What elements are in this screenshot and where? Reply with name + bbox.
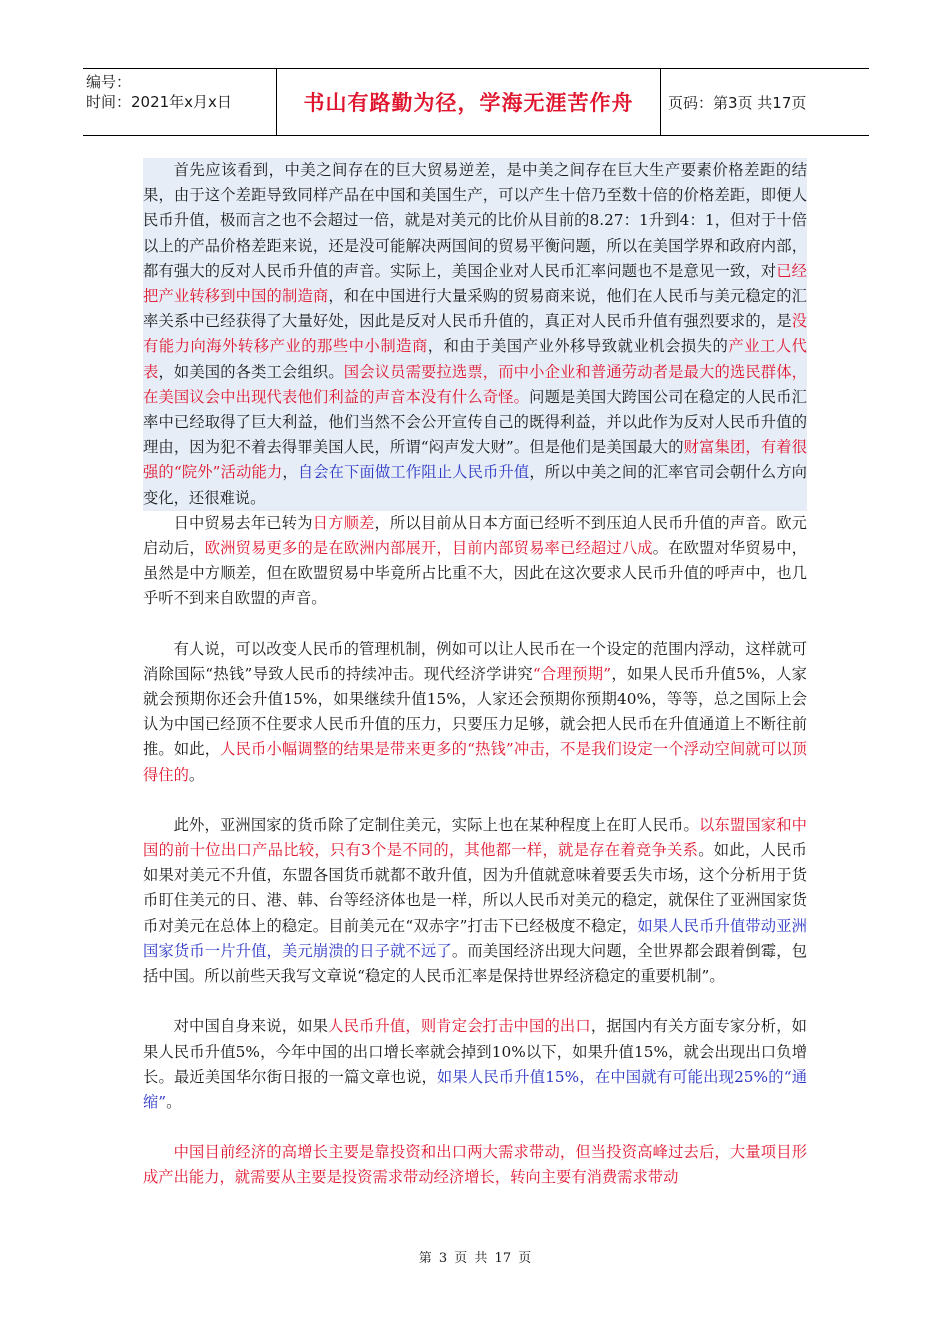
text-span: 有人说，可以改变人民币的管理机制，例如可以让人民币在一个设定的范围内浮动，这样就可消除国际“热钱”导致人民币的持续冲击。现代经济学讲究 (143, 639, 807, 683)
header-meta (83, 69, 277, 135)
text-span: 。 (166, 1092, 182, 1111)
text-span: 。 (188, 765, 205, 784)
emphasis-red: 人民币升值，则肯定会打击中国的出口 (328, 1017, 591, 1036)
document-body (143, 158, 807, 1191)
text-span: ，据国内有关方面专家分析，如果人民币升值5%，今年中国的出口增长率就会掉到10%以下，如果升值15%，就会出现出口负增长。最近美国华尔街日报的一篇文章也说， (143, 1017, 807, 1086)
paragraph-3 (143, 637, 807, 788)
text-span: 中国目前经济的高增长主要是靠投资和出口两大需求带动，但当投资高峰过去后，大量项目形成产出能力，就需要从主要是投资需求带动经济增长，转向主要有消费需求带动 (143, 1143, 807, 1187)
text-span: 。在欧盟对华贸易中，虽然是中方顺差，但在欧盟贸易中毕竟所占比重不大，因此在这次要求人民币升值的呼声中，也几乎听不到来自欧盟的声音。 (143, 539, 807, 608)
emphasis-blue: 自会在下面做工作阻止人民币升值 (297, 463, 530, 482)
emphasis-red: 欧洲贸易更多的是在欧洲内部展开，目前内部贸易率已经超过八成 (204, 539, 653, 558)
emphasis-red: 已经把产业转移到中国的制造商 (143, 261, 807, 306)
text-span: ，和由于美国产业外移导致就业机会损失的 (427, 337, 729, 356)
text-span: 首先应该看到，中美之间存在的巨大贸易逆差，是中美之间存在巨大生产要素价格差距的结果，由于这个差距导致同样产品在中国和美国生产，可以产生十倍乃至数十倍的价格差距，即便人民币升值，极而言之也不会超过一倍，就是对美元的比价从目前的8.27：1升到4：1，但对于十倍以上的产品价格差距来说，还是没可能解决两国间的贸易平衡问题，所以在美国学界和政府内部，都有强大的反对人民币升值的声音。实际上，美国企业对人民币汇率问题也不是意见一致，对 (143, 161, 807, 280)
page-header (83, 68, 869, 136)
emphasis-red: 财富集团，有着很强的“院外”活动能力 (143, 438, 807, 482)
page-footer: 第 3 页 共 17 页 (418, 1251, 532, 1266)
paragraph-5 (143, 1014, 807, 1115)
header-motto: 书山有路勤为径，学海无涯苦作舟 (277, 69, 661, 135)
emphasis-red: 国会议员需要拉选票，而中小企业和普通劳动者是最大的选民群体，在美国议会中出现代表他们利益的声音本没有什么奇怪。 (143, 362, 807, 406)
text-span: ，如果人民币升值5%，人家就会预期你还会升值15%，如果继续升值15%，人家还会预期你预期40%，等等，总之国际上会认为中国已经顶不住要求人民币升值的压力，只要压力足够，就会把人民币在升值通道上不断往前推。如此， (143, 664, 807, 759)
text-span: ，所以目前从日本方面已经听不到压迫人民币升值的声音。欧元启动后， (143, 513, 807, 558)
text-span: ， (282, 463, 298, 482)
emphasis-red: 以东盟国家和中国的前十位出口产品比较，只有3个是不同的，其他都一样，就是存在着竞争关系 (143, 815, 807, 860)
text-span: 对中国自身来说，如果 (173, 1017, 329, 1036)
text-span: ，和在中国进行大量采购的贸易商来说，他们在人民币与美元稳定的汇率关系中已经获得了大量好处，因此是反对人民币升值的，真正对人民币升值有强烈要求的，是 (143, 287, 807, 331)
text-span: ，所以中美之间的汇率官司会朝什么方向变化，还很难说。 (143, 463, 807, 507)
emphasis-red: 产业工人代表 (143, 337, 807, 381)
emphasis-red: 没有能力向海外转移产业的那些中小制造商 (143, 312, 807, 356)
text-span: 。如此，人民币如果对美元不升值，东盟各国货币就都不敢升值，因为升值就意味着要丢失市场，这个分析用于货币盯住美元的日、港、韩、台等经济体也是一样，所以人民币对美元的稳定，就保住了亚洲国家货币对美元在总体上的稳定。目前美元在“双赤字”打击下已经极度不稳定， (143, 841, 807, 935)
emphasis-blue: 如果人民币升值带动亚洲国家货币一片升值，美元崩溃的日子就不远了 (143, 916, 807, 960)
emphasis-red: 人民币小幅调整的结果是带来更多的“热钱”冲击，不是我们设定一个浮动空间就可以顶得住的 (143, 740, 807, 784)
header-page-number: 页码：第3页 共17页 (668, 93, 807, 112)
text-span: ，如美国的各类工会组织。 (158, 362, 344, 381)
emphasis-blue: 如果人民币升值15%，在中国就有可能出现25%的“通缩” (143, 1067, 807, 1111)
paragraph-4 (143, 813, 807, 989)
text-span: 。而美国经济出现大问题，全世界都会跟着倒霉，包括中国。所以前些天我写文章说“稳定的人民币汇率是保持世界经济稳定的重要机制”。 (143, 941, 807, 986)
document-number-label: 编号： (86, 73, 132, 91)
document-date: 时间：2021年x月x日 (86, 93, 232, 111)
paragraph-2 (143, 511, 807, 612)
paragraph-1 (143, 158, 807, 511)
text-span: 问题是美国大跨国公司在稳定的人民币汇率中已经取得了巨大利益，他们当然不会公开宣传自己的既得利益，并以此作为反对人民币升值的理由，因为犯不着去得罪美国人民，所谓“闷声发大财”。但是他们是美国最大的 (143, 387, 807, 457)
text-span: 日中贸易去年已转为 (173, 513, 313, 532)
emphasis-red: “合理预期” (532, 664, 612, 683)
paragraph-6 (143, 1140, 807, 1190)
text-span: 此外，亚洲国家的货币除了定制住美元，实际上也在某种程度上在盯人民币。 (173, 815, 699, 834)
emphasis-red: 日方顺差 (312, 513, 375, 532)
